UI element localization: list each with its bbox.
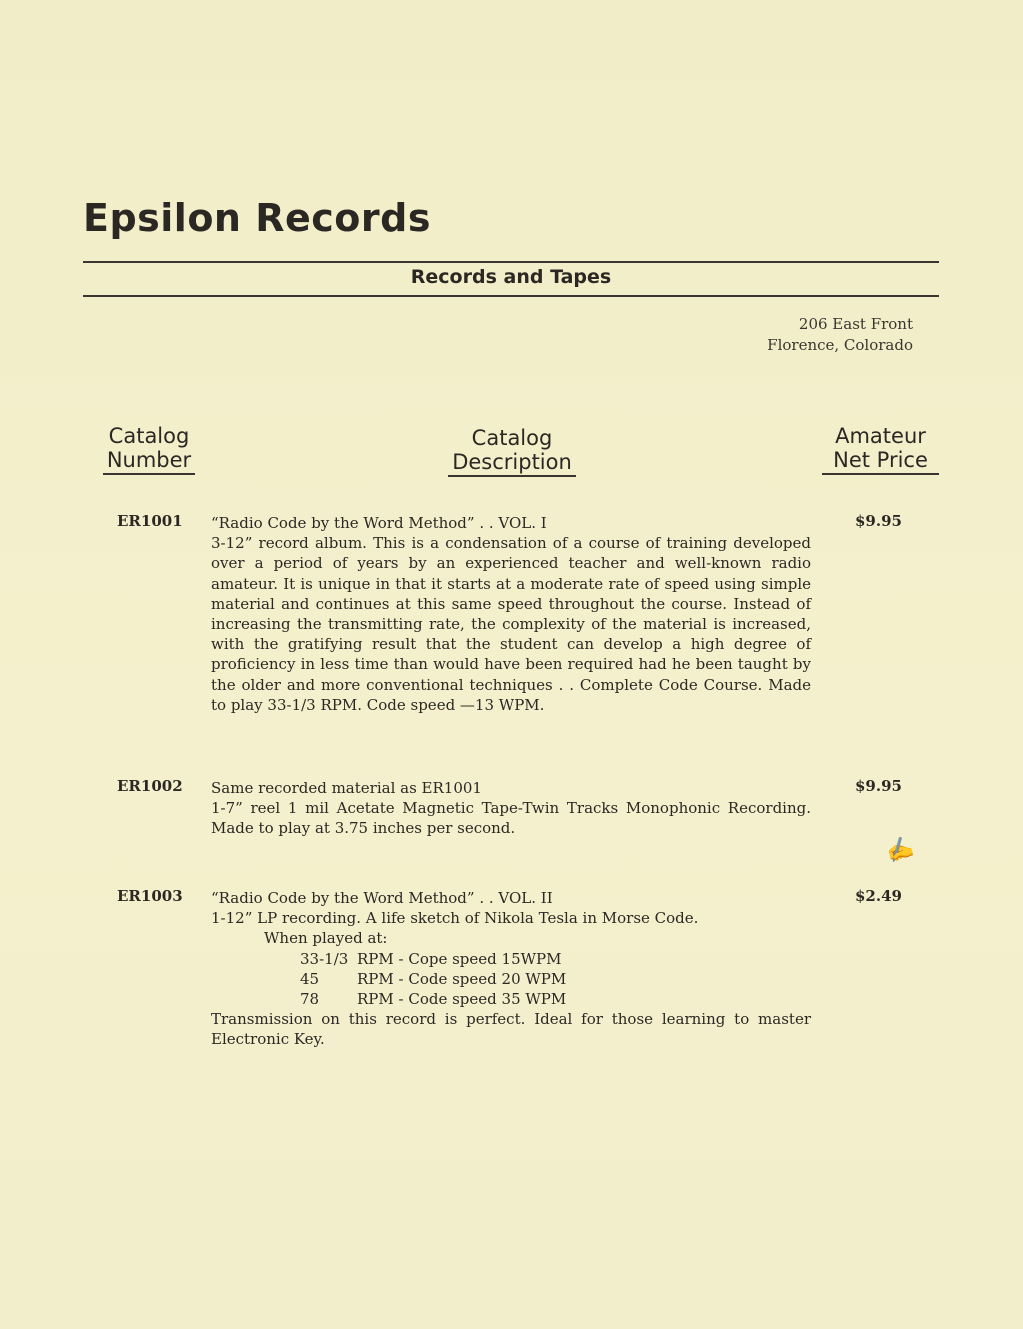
rpm-value: 78 xyxy=(300,990,320,1009)
column-header-price-line1: Amateur xyxy=(835,424,926,448)
column-header-description xyxy=(448,426,576,477)
rpm-value: 33-1/3 xyxy=(300,949,349,968)
entry-title: “Radio Code by the Word Method” . . VOL. II xyxy=(211,889,553,907)
net-price: $2.49 xyxy=(855,887,902,905)
speed-row xyxy=(211,969,811,989)
column-header-price xyxy=(822,424,939,475)
catalog-description xyxy=(211,888,811,1050)
catalog-description xyxy=(211,513,811,715)
catalog-description xyxy=(211,778,811,839)
speed-text: RPM - Cope speed 15WPM xyxy=(357,949,562,968)
catalog-number: ER1002 xyxy=(117,777,183,795)
rpm-value: 45 xyxy=(300,969,320,988)
company-name: Epsilon Records xyxy=(83,196,431,240)
column-header-description-line2: Description xyxy=(452,450,572,474)
net-price: $9.95 xyxy=(855,777,902,795)
column-header-description-line1: Catalog xyxy=(471,426,553,450)
catalog-number: ER1001 xyxy=(117,512,183,530)
bottom-rule xyxy=(83,295,939,297)
column-header-number xyxy=(103,424,195,475)
top-rule xyxy=(83,261,939,263)
column-header-price-line2: Net Price xyxy=(833,448,928,472)
net-price: $9.95 xyxy=(855,512,902,530)
handwritten-check-mark: ✍ xyxy=(882,834,917,867)
catalog-number: ER1003 xyxy=(117,887,183,905)
address-street: 206 East Front xyxy=(798,315,913,333)
address-city: Florence, Colorado xyxy=(767,336,913,354)
speed-row xyxy=(211,949,811,969)
column-header-number-line2: Number xyxy=(106,448,192,472)
entry-title: “Radio Code by the Word Method” . . VOL. I xyxy=(211,514,547,532)
entry-body: 1-12” LP recording. A life sketch of Nikola Tesla in Morse Code. xyxy=(211,909,699,928)
entry-body: 3-12” record album. This is a condensation of a course of training developed over a period of years by an experienced teacher and well-known radio amateur. It is unique in that it starts at a moderate rate of speed using simple material and continues at this same speed throughout the course. Instead of increasing the transmitting rate, the complexity of the material is increased, with the gratifying result that the student can develop a high degree of proficiency in less time than would have been required had he been taught by the older and more conventional techniques . . Complete Code Course. Made to play 33-1/3 RPM. Code speed —13 WPM. xyxy=(211,534,811,714)
entry-note: Transmission on this record is perfect. Ideal for those learning to master Electronic Key. xyxy=(211,1010,811,1049)
speed-row xyxy=(211,989,811,1009)
speed-text: RPM - Code speed 35 WPM xyxy=(357,990,567,1009)
entry-title: Same recorded material as ER1001 xyxy=(211,779,482,797)
column-header-number-line1: Catalog xyxy=(108,424,190,448)
speed-text: RPM - Code speed 20 WPM xyxy=(357,969,567,988)
address-block xyxy=(767,314,913,356)
page-subtitle: Records and Tapes xyxy=(410,266,612,288)
played-at-label: When played at: xyxy=(264,929,388,948)
entry-body: 1-7” reel 1 mil Acetate Magnetic Tape-Twin Tracks Monophonic Recording. Made to play at 3.75 inches per second. xyxy=(211,799,811,838)
